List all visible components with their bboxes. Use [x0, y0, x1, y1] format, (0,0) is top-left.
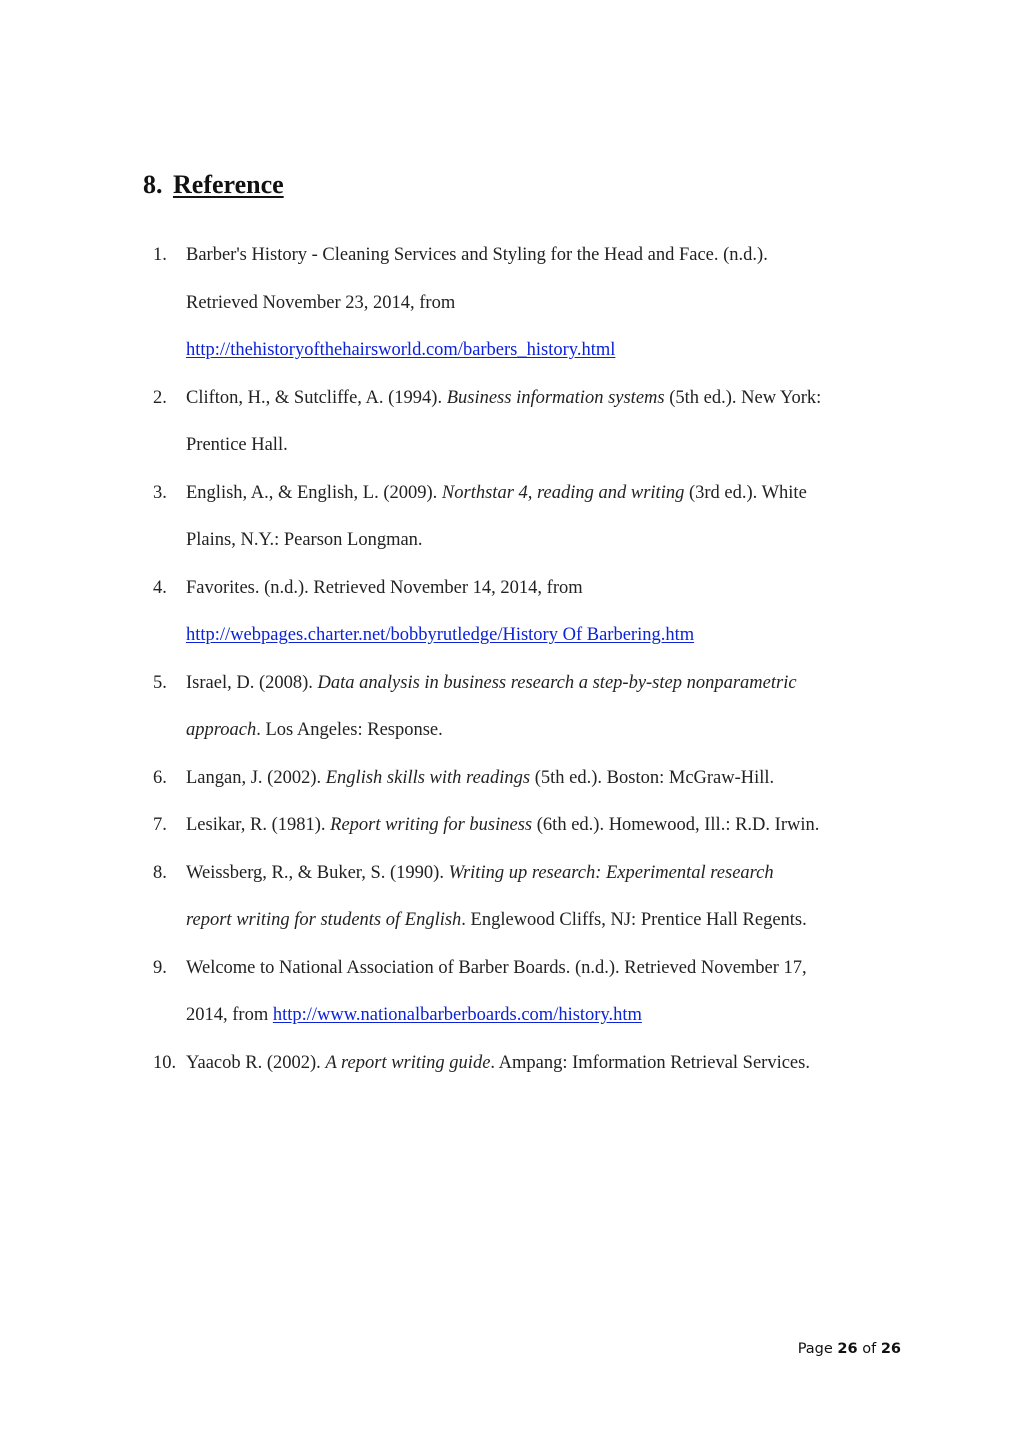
section-number: 8.: [143, 170, 163, 199]
reference-line: [186, 1040, 913, 1088]
reference-title: English skills with readings: [325, 767, 531, 788]
reference-title: A report writing guide: [325, 1052, 491, 1073]
reference-title: Northstar 4, reading and writing: [441, 482, 685, 503]
reference-item: [153, 470, 913, 565]
reference-text: Weissberg, R., & Buker, S. (1990).: [186, 862, 449, 883]
reference-title: Writing up research: Experimental research: [448, 862, 774, 883]
reference-line: [186, 232, 913, 280]
section-heading: [143, 170, 284, 200]
reference-text: Favorites. (n.d.). Retrieved November 14, 2014, from: [186, 577, 583, 598]
reference-link[interactable]: http://webpages.charter.net/bobbyrutledge/History Of Barbering.htm: [186, 625, 695, 645]
reference-text: Israel, D. (2008).: [186, 672, 318, 693]
reference-line: [186, 280, 913, 328]
reference-line: [186, 517, 913, 565]
reference-line: [186, 755, 913, 803]
reference-number: 2.: [153, 387, 167, 408]
reference-text: 2014, from: [186, 1005, 273, 1025]
reference-title: Data analysis in business research a step-by-step nonparametric: [317, 672, 797, 693]
reference-title: Report writing for business: [330, 815, 533, 835]
reference-line: [186, 660, 913, 708]
reference-text: . Los Angeles: Response.: [256, 720, 443, 740]
reference-line: [186, 565, 913, 613]
reference-text: (3rd ed.). White: [684, 482, 807, 503]
reference-text: (5th ed.). New York:: [664, 387, 822, 408]
reference-line: [186, 850, 913, 898]
reference-text: Clifton, H., & Sutcliffe, A. (1994).: [186, 387, 447, 408]
reference-line: [186, 802, 913, 850]
reference-text: (5th ed.). Boston: McGraw-Hill.: [530, 767, 775, 788]
reference-item: [153, 375, 913, 470]
reference-link[interactable]: http://thehistoryofthehairsworld.com/barbers_history.html: [186, 340, 616, 360]
reference-item: [153, 850, 913, 945]
reference-line: [186, 992, 913, 1040]
reference-item: [153, 232, 913, 375]
reference-number: 3.: [153, 482, 167, 503]
reference-list: [153, 232, 913, 1087]
reference-title: Business information systems: [446, 387, 665, 408]
reference-line: [186, 945, 913, 993]
reference-text: . Ampang: Imformation Retrieval Services.: [490, 1052, 810, 1073]
reference-line: [186, 707, 913, 755]
section-title: Reference: [173, 170, 284, 199]
reference-text: Yaacob R. (2002).: [186, 1052, 326, 1073]
reference-line: [186, 327, 913, 375]
reference-text: Prentice Hall.: [186, 435, 288, 455]
reference-number: 8.: [153, 862, 167, 883]
reference-link[interactable]: http://www.nationalbarberboards.com/history.htm: [272, 1005, 642, 1025]
reference-item: [153, 660, 913, 755]
reference-text: Welcome to National Association of Barber Boards. (n.d.). Retrieved November 17,: [186, 957, 807, 978]
reference-item: [153, 1040, 913, 1088]
reference-text: Plains, N.Y.: Pearson Longman.: [186, 530, 423, 550]
reference-title: report writing for students of English: [186, 910, 462, 930]
reference-text: (6th ed.). Homewood, Ill.: R.D. Irwin.: [532, 815, 820, 835]
reference-line: [186, 612, 913, 660]
reference-text: Retrieved November 23, 2014, from: [186, 292, 456, 313]
reference-line: [186, 422, 913, 470]
reference-item: [153, 802, 913, 850]
reference-item: [153, 945, 913, 1040]
reference-line: [186, 897, 913, 945]
page-total: 26: [880, 1341, 901, 1357]
reference-text: English, A., & English, L. (2009).: [186, 482, 442, 503]
reference-item: [153, 565, 913, 660]
reference-number: 4.: [153, 577, 167, 598]
reference-number: 1.: [153, 245, 167, 265]
reference-text: Langan, J. (2002).: [186, 767, 326, 788]
reference-number: 7.: [153, 815, 167, 835]
reference-text: . Englewood Cliffs, NJ: Prentice Hall Regents.: [461, 910, 807, 930]
reference-title: approach: [186, 720, 257, 740]
reference-number: 6.: [153, 767, 167, 788]
reference-item: [153, 755, 913, 803]
reference-number: 5.: [153, 672, 167, 693]
reference-text: Barber's History - Cleaning Services and Styling for the Head and Face. (n.d.).: [186, 245, 768, 265]
page-current: 26: [837, 1341, 858, 1357]
reference-line: [186, 470, 913, 518]
reference-number: 9.: [153, 957, 167, 978]
page-footer: [798, 1341, 901, 1357]
page-prefix: Page: [797, 1341, 838, 1357]
reference-number: 10.: [153, 1052, 177, 1073]
page-of: of: [857, 1341, 881, 1357]
reference-text: Lesikar, R. (1981).: [186, 815, 331, 835]
reference-line: [186, 375, 913, 423]
